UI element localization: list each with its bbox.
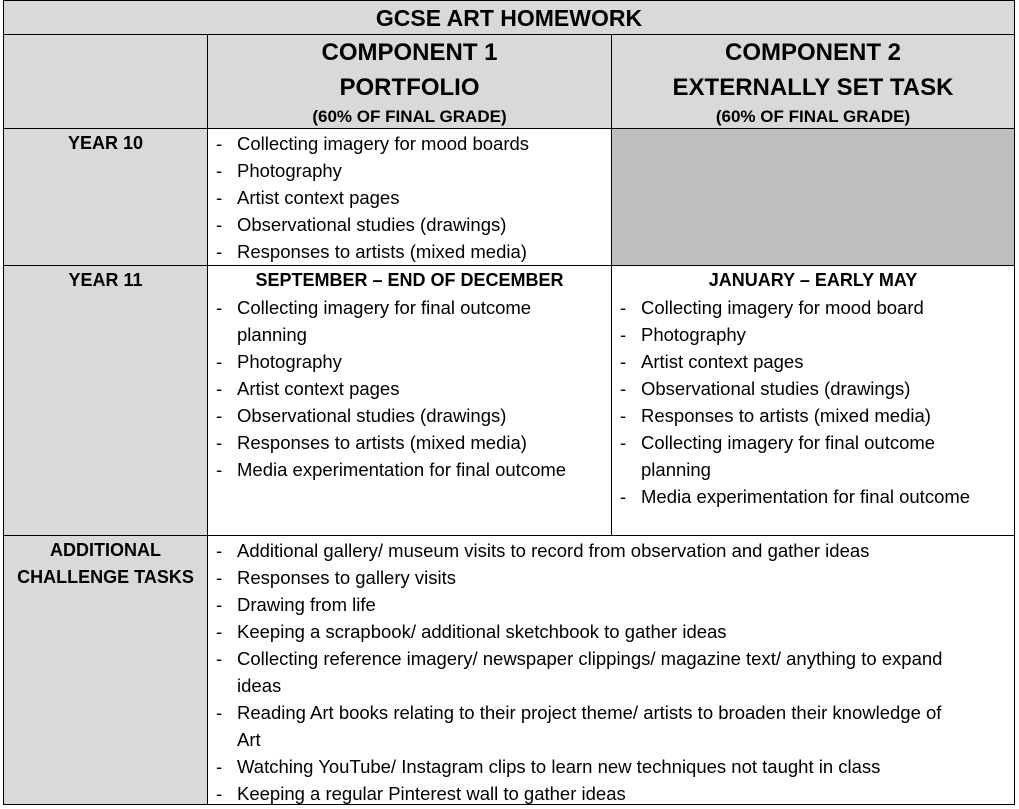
list-item: - Responses to artists (mixed media) — [208, 238, 605, 265]
list-item: - Responses to artists (mixed media) — [612, 402, 984, 429]
list-item: - Media experimentation for final outcome — [208, 456, 581, 483]
year-10-component-2-cell-shaded — [611, 128, 1015, 266]
year-11-component-1-list — [208, 294, 611, 483]
component-1-weight: (60% OF FINAL GRADE) — [312, 107, 507, 126]
component-2-name: EXTERNALLY SET TASK — [672, 74, 954, 101]
header-corner-cell — [3, 34, 208, 129]
component-1-name: PORTFOLIO — [339, 74, 480, 101]
list-item: - Drawing from life — [208, 591, 964, 618]
year-10-component-1-list — [208, 130, 611, 265]
list-item: - Artist context pages — [208, 184, 605, 211]
list-item: - Collecting reference imagery/ newspaper clippings/ magazine text/ anything to expand ideas — [208, 645, 964, 699]
year-11-component-1-cell — [207, 265, 612, 536]
list-item: - Watching YouTube/ Instagram clips to learn new techniques not taught in class — [208, 753, 964, 780]
list-item: - Additional gallery/ museum visits to record from observation and gather ideas — [208, 537, 964, 564]
list-item: - Observational studies (drawings) — [208, 402, 581, 429]
year-11-component-2-list — [612, 294, 1014, 510]
year-10-label: YEAR 10 — [67, 133, 144, 153]
list-item: - Observational studies (drawings) — [612, 375, 984, 402]
year-11-component-2-cell — [611, 265, 1015, 536]
component-2-title: COMPONENT 2 — [724, 39, 901, 66]
list-item: - Artist context pages — [208, 375, 581, 402]
list-item: - Media experimentation for final outcome — [612, 483, 984, 510]
list-item: - Photography — [208, 348, 581, 375]
list-item: - Observational studies (drawings) — [208, 211, 605, 238]
list-item: - Artist context pages — [612, 348, 984, 375]
list-item: - Collecting imagery for final outcome planning — [612, 429, 984, 483]
list-item: - Photography — [208, 157, 605, 184]
year-11-component-2-period: JANUARY – EARLY MAY — [708, 270, 918, 290]
table-title — [3, 0, 1015, 35]
list-item: - Collecting imagery for mood boards — [208, 130, 605, 157]
component-1-header — [207, 34, 612, 129]
component-1-title: COMPONENT 1 — [321, 39, 498, 66]
year-11-label-cell — [3, 265, 208, 536]
list-item: - Reading Art books relating to their project theme/ artists to broaden their knowledge of Art — [208, 699, 964, 753]
list-item: - Collecting imagery for mood board — [612, 294, 984, 321]
year-10-component-1-cell — [207, 128, 612, 266]
list-item: - Responses to artists (mixed media) — [208, 429, 581, 456]
additional-label-line-2: CHALLENGE TASKS — [17, 567, 194, 587]
year-11-component-1-period: SEPTEMBER – END OF DECEMBER — [255, 270, 564, 290]
title-text: GCSE ART HOMEWORK — [375, 5, 643, 31]
component-2-weight: (60% OF FINAL GRADE) — [715, 107, 911, 126]
list-item: - Photography — [612, 321, 984, 348]
list-item: - Keeping a regular Pinterest wall to gather ideas — [208, 780, 964, 807]
year-11-label: YEAR 11 — [68, 270, 143, 290]
homework-table — [3, 0, 1015, 805]
additional-label-cell — [3, 535, 208, 805]
list-item: - Responses to gallery visits — [208, 564, 964, 591]
year-10-label-cell — [3, 128, 208, 266]
additional-tasks-list — [208, 537, 1014, 807]
component-2-header — [611, 34, 1015, 129]
additional-tasks-cell — [207, 535, 1015, 805]
list-item: - Keeping a scrapbook/ additional sketchbook to gather ideas — [208, 618, 964, 645]
additional-label-line-1: ADDITIONAL — [50, 540, 161, 560]
list-item: - Collecting imagery for final outcome planning — [208, 294, 581, 348]
